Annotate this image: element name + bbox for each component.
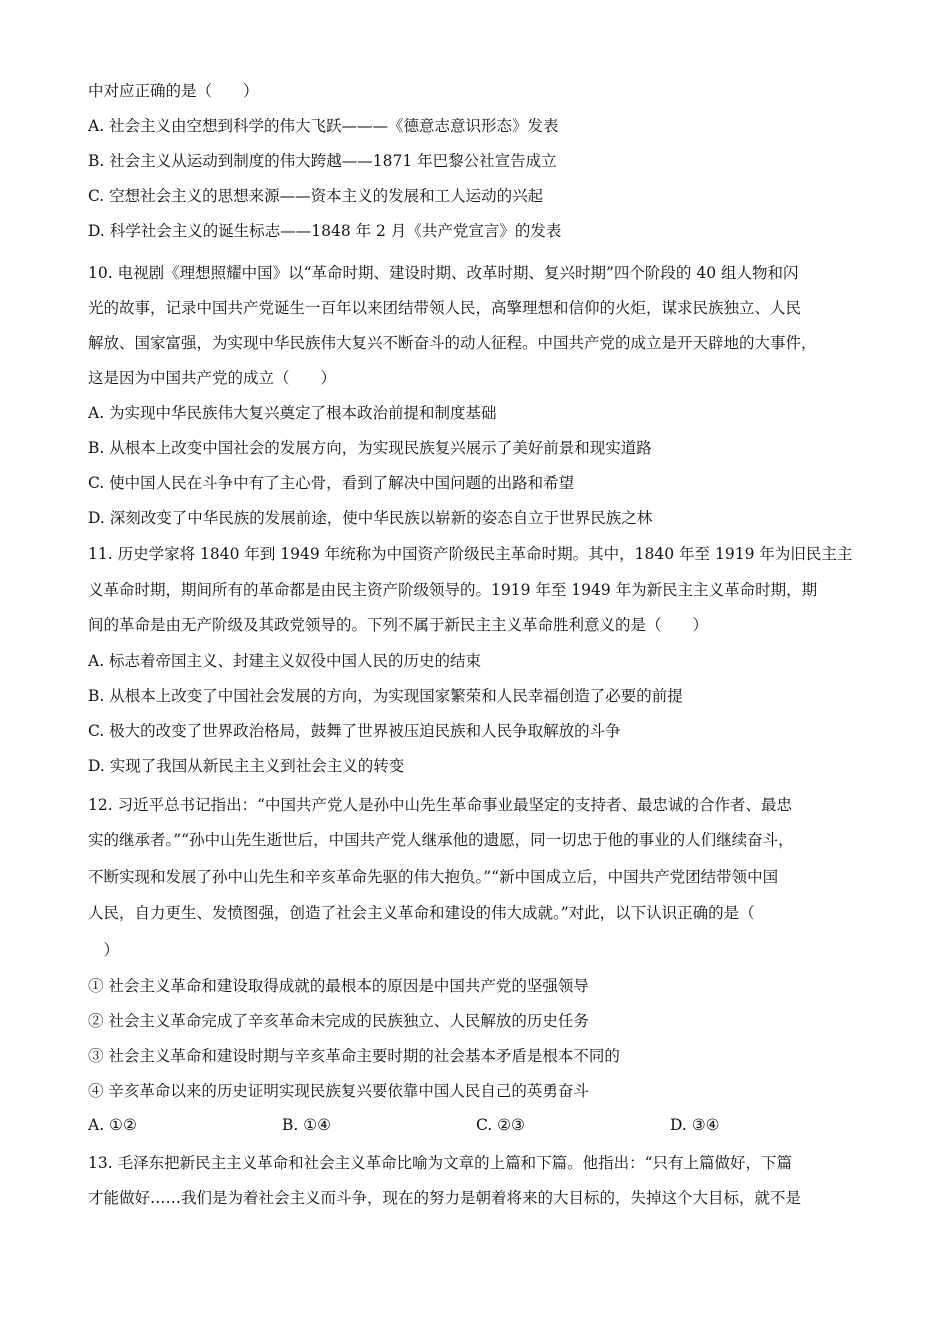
- q12-stem-line-5: ）: [88, 941, 120, 959]
- q12-stem-line-3: 不断实现和发展了孙中山先生和辛亥革命先驱的伟大抱负。”“新中国成立后，中国共产党团结带领中国: [88, 868, 779, 886]
- q11-option-d: D. 实现了我国从新民主主义到社会主义的转变: [88, 757, 405, 775]
- q10-stem-line-3: 解放、国家富强，为实现中华民族伟大复兴不断奋斗的动人征程。中国共产党的成立是开天辟地的大事件，: [88, 334, 817, 352]
- q10-option-b: B. 从根本上改变中国社会的发展方向，为实现民族复兴展示了美好前景和现实道路: [88, 439, 652, 457]
- q12-stem-line-4: 人民，自力更生、发愤图强，创造了社会主义革命和建设的伟大成就。”对此，以下认识正确的是（: [88, 904, 755, 922]
- q9-option-c: C. 空想社会主义的思想来源——资本主义的发展和工人运动的兴起: [88, 187, 544, 205]
- q12-statement-1: ① 社会主义革命和建设取得成就的最根本的原因是中国共产党的坚强领导: [88, 977, 589, 995]
- q13-stem-line-1: 13. 毛泽东把新民主主义革命和社会主义革命比喻为文章的上篇和下篇。他指出：“只有上篇做好，下篇: [88, 1154, 793, 1172]
- q10-stem-line-1: 10. 电视剧《理想照耀中国》以“革命时期、建设时期、改革时期、复兴时期”四个阶段的 40 组人物和闪: [88, 264, 799, 282]
- q9-stem-end: 中对应正确的是（ ）: [88, 82, 259, 100]
- q12-choice-b: B. ①④: [282, 1116, 332, 1134]
- q11-stem-line-3: 间的革命是由无产阶级及其政党领导的。下列不属于新民主主义革命胜利意义的是（ ）: [88, 616, 709, 634]
- q10-option-c: C. 使中国人民在斗争中有了主心骨，看到了解决中国问题的出路和希望: [88, 474, 575, 492]
- q9-option-a: A. 社会主义由空想到科学的伟大飞跃———《德意志意识形态》发表: [88, 117, 559, 135]
- q12-statement-3: ③ 社会主义革命和建设时期与辛亥革命主要时期的社会基本矛盾是根本不同的: [88, 1047, 620, 1065]
- q10-option-a: A. 为实现中华民族伟大复兴奠定了根本政治前提和制度基础: [88, 404, 497, 422]
- q10-option-d: D. 深刻改变了中华民族的发展前途，使中华民族以崭新的姿态自立于世界民族之林: [88, 509, 653, 527]
- q11-stem-line-1: 11. 历史学家将 1840 年到 1949 年统称为中国资产阶级民主革命时期。其中，1840 年至 1919 年为旧民主主: [88, 545, 853, 563]
- q12-stem-line-1: 12. 习近平总书记指出：“中国共产党人是孙中山先生革命事业最坚定的支持者、最忠诚的合作者、最忠: [88, 796, 793, 814]
- q12-choice-d: D. ③④: [670, 1116, 720, 1134]
- q11-option-a: A. 标志着帝国主义、封建主义奴役中国人民的历史的结束: [88, 652, 482, 670]
- q12-stem-line-2: 实的继承者。”“孙中山先生逝世后，中国共产党人继承他的遗愿，同一切忠于他的事业的人们继续奋斗，: [88, 831, 794, 849]
- q13-stem-line-2: 才能做好……我们是为着社会主义而斗争，现在的努力是朝着将来的大目标的，失掉这个大目标，就不是: [88, 1189, 802, 1207]
- q12-choice-a: A. ①②: [88, 1116, 137, 1134]
- q12-statement-2: ② 社会主义革命完成了辛亥革命未完成的民族独立、人民解放的历史任务: [88, 1012, 589, 1030]
- q11-option-b: B. 从根本上改变了中国社会发展的方向，为实现国家繁荣和人民幸福创造了必要的前提: [88, 687, 683, 705]
- q11-stem-line-2: 义革命时期，期间所有的革命都是由民主资产阶级领导的。1919 年至 1949 年为新民主主义革命时期，期: [88, 581, 818, 599]
- q12-statement-4: ④ 辛亥革命以来的历史证明实现民族复兴要依靠中国人民自己的英勇奋斗: [88, 1082, 589, 1100]
- q10-stem-line-4: 这是因为中国共产党的成立（ ）: [88, 369, 337, 387]
- q10-stem-line-2: 光的故事，记录中国共产党诞生一百年以来团结带领人民，高擎理想和信仰的火炬，谋求民族独立、人民: [88, 299, 802, 317]
- q9-option-d: D. 科学社会主义的诞生标志——1848 年 2 月《共产党宣言》的发表: [88, 222, 562, 240]
- q11-option-c: C. 极大的改变了世界政治格局，鼓舞了世界被压迫民族和人民争取解放的斗争: [88, 722, 621, 740]
- q12-choice-c: C. ②③: [476, 1116, 525, 1134]
- q9-option-b: B. 社会主义从运动到制度的伟大跨越——1871 年巴黎公社宣告成立: [88, 152, 557, 170]
